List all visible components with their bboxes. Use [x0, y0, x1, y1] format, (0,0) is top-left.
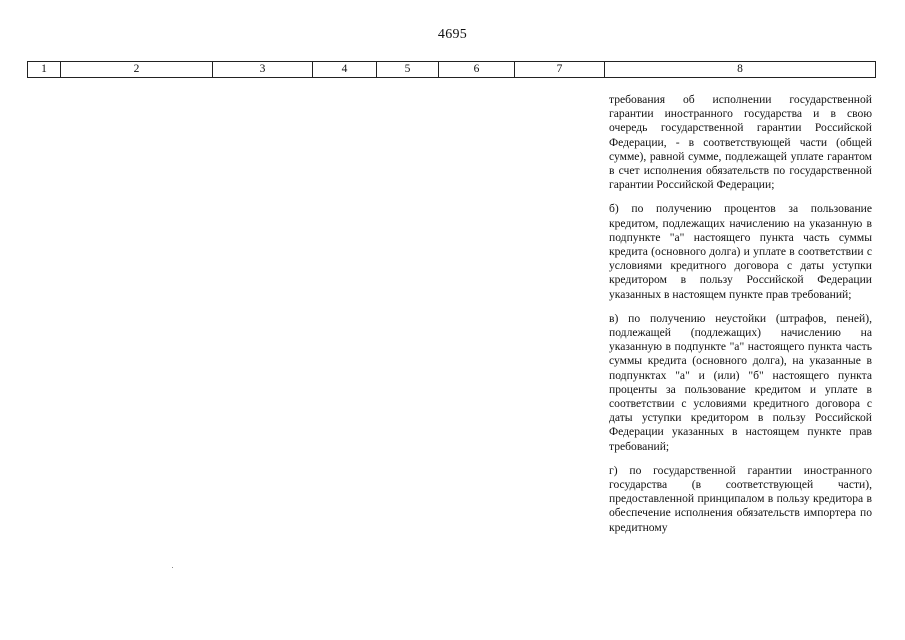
column-number-row [28, 62, 876, 78]
page-number: 4695 [437, 27, 468, 42]
column-header-2: 2 [61, 62, 213, 78]
paragraph-v: в) по получению неустойки (штрафов, пеней), подлежащей (подлежащих) начислению на указанную в подпункте "а" настоящего пункта часть суммы кредита (основного долга), на указанные в подпунктах "а" и (или) "б" настоящего пункта проценты за пользование кредитом и уплате в соответствии с условиями кредитного договора с даты уступки кредитором в пользу Российской Федерации указанных в настоящем пункте прав требований; [609, 311, 872, 453]
column-header-4: 4 [313, 62, 377, 78]
column-header-7: 7 [515, 62, 605, 78]
column-header-6: 6 [439, 62, 515, 78]
column-header-3: 3 [213, 62, 313, 78]
column-header-1: 1 [28, 62, 61, 78]
column-header-8: 8 [605, 62, 876, 78]
scan-speck [172, 567, 173, 568]
column-header-5: 5 [377, 62, 439, 78]
paragraph-continuation: требования об исполнении государственной гарантии иностранного государства и в свою очередь государственной гарантии Российской Федерации, - в соответствующей части (общей сумме), равной сумме, подлежащей уплате гарантом в счет исполнения обязательств по государственной гарантии Российской Федерации; [609, 93, 872, 192]
paragraph-b: б) по получению процентов за пользование кредитом, подлежащих начислению на указанную в подпункте "а" настоящего пункта часть суммы кредита (основного долга) и уплате в соответствии с условиями кредитного договора с даты уступки кредитором в пользу Российской Федерации указанных в настоящем пункте прав требований; [609, 202, 872, 301]
column-8-text-block [609, 93, 872, 535]
paragraph-g: г) по государственной гарантии иностранного государства (в соответствующей части), предоставленной принципалом в пользу кредитора в обеспечение исполнения обязательств импортера по кредитному [609, 463, 872, 534]
column-number-header-table [27, 61, 876, 78]
